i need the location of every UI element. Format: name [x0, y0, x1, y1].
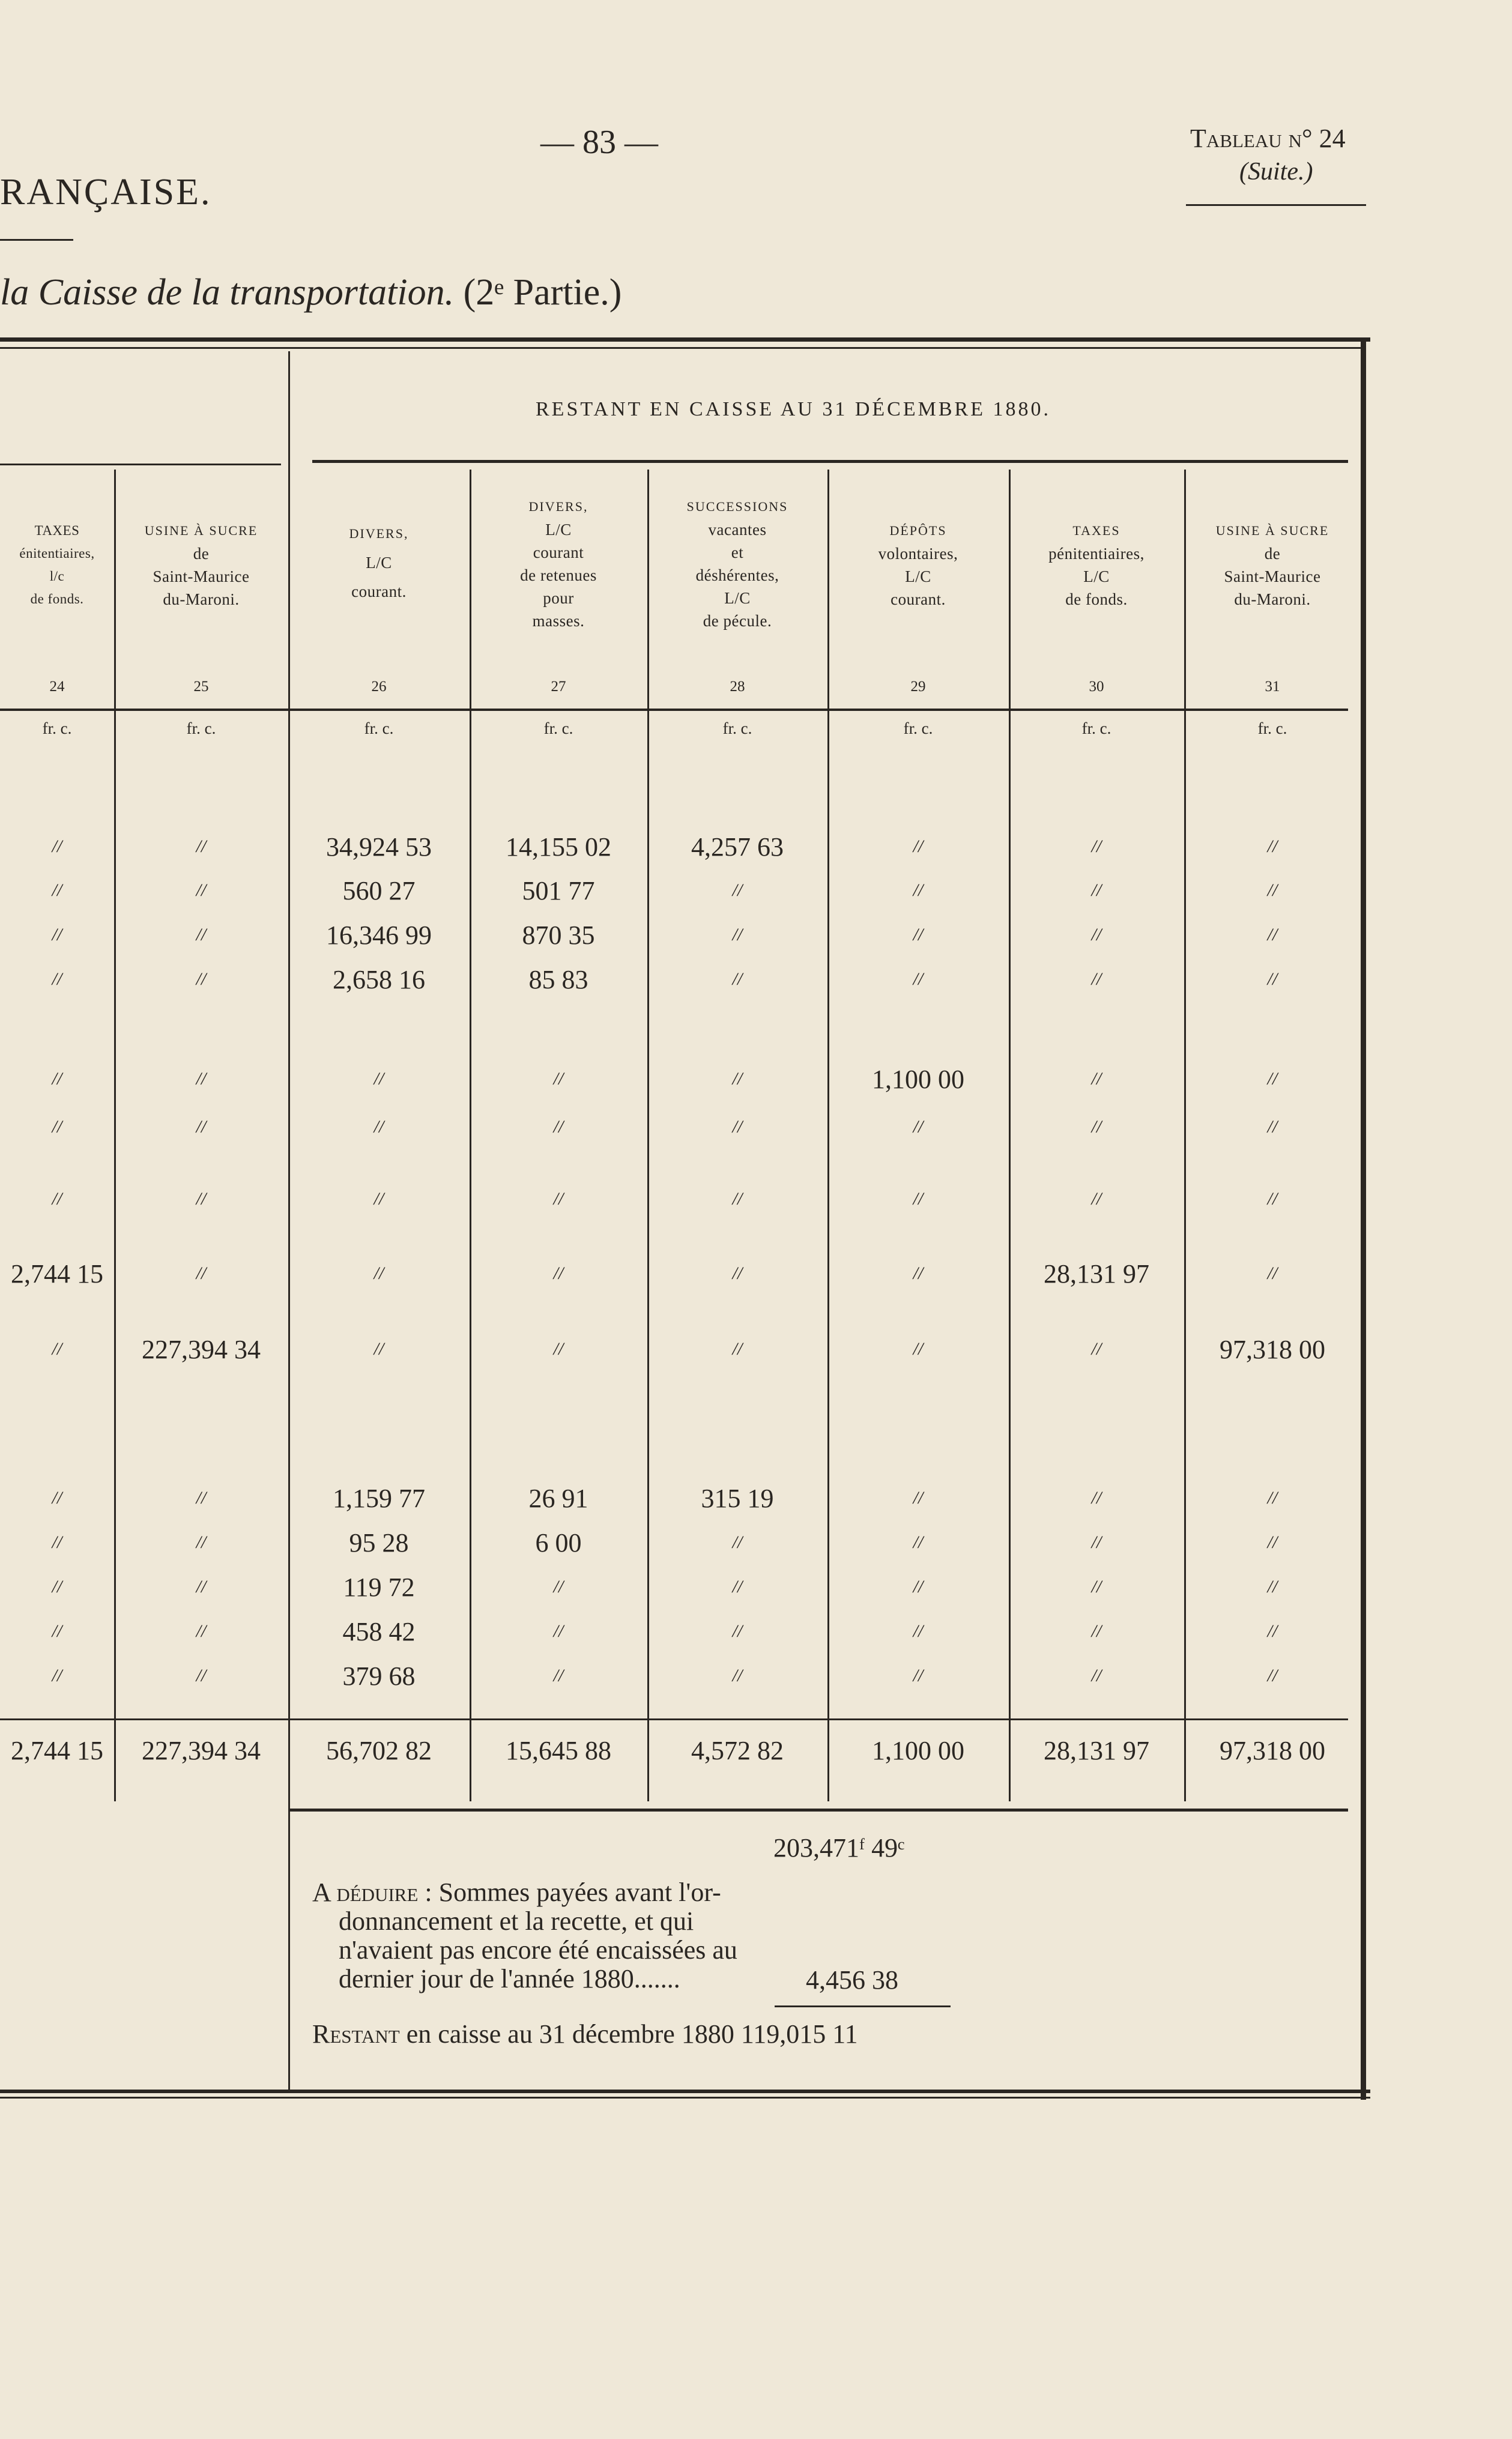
unit-label: fr. c.	[903, 719, 933, 737]
table-cell: //	[196, 1189, 207, 1209]
col-number: 31	[1265, 679, 1280, 695]
table-bottom-border	[0, 2090, 1370, 2093]
table-right-border	[1361, 337, 1366, 2100]
deduct-text: : Sommes payées avant l'or-	[425, 1878, 721, 1907]
col-number: 26	[371, 679, 387, 695]
col-divider-section	[288, 351, 290, 2090]
table-cell: //	[1267, 1117, 1278, 1137]
table-cell: //	[913, 1189, 924, 1209]
table-cell: 2,744 15	[11, 1259, 103, 1289]
table-cell: //	[553, 1339, 564, 1359]
table-cell: //	[1091, 1666, 1102, 1685]
table-cell: //	[732, 1069, 743, 1089]
table-cell: //	[52, 969, 62, 989]
table-cell: //	[732, 1621, 743, 1641]
header-line: déshérentes,	[695, 566, 779, 584]
table-cell: //	[913, 1532, 924, 1552]
header-line: TAXES	[34, 523, 80, 538]
table-cell: //	[196, 1117, 207, 1137]
table-cell: //	[196, 1532, 207, 1552]
header-line: pénitentiaires,	[1048, 545, 1145, 563]
total-cell: 1,100 00	[872, 1736, 964, 1765]
table-cell: //	[1267, 969, 1278, 989]
col-header-28	[647, 495, 827, 632]
table-cell: //	[1091, 836, 1102, 856]
col-header-26	[288, 519, 470, 606]
table-cell: //	[1267, 1488, 1278, 1508]
table-cell: //	[52, 1339, 62, 1359]
header-line: l/c	[49, 569, 65, 584]
table-cell: //	[913, 969, 924, 989]
total-cell: 97,318 00	[1220, 1736, 1325, 1765]
header-line: USINE À SUCRE	[1215, 523, 1329, 538]
table-cell: //	[553, 1189, 564, 1209]
deduct-line: n'avaient pas encore été encaissées au	[339, 1935, 737, 1965]
table-cell: //	[1091, 1339, 1102, 1359]
unit-label: fr. c.	[1081, 719, 1111, 737]
total-cell: 2,744 15	[11, 1736, 103, 1765]
running-head-rule	[0, 239, 73, 241]
table-cell: //	[553, 1117, 564, 1137]
page-subtitle	[0, 271, 621, 314]
table-cell: //	[196, 925, 207, 944]
table-cell: 458 42	[342, 1617, 416, 1646]
table-cell: 95 28	[349, 1528, 409, 1558]
table-cell: 1,100 00	[872, 1065, 964, 1094]
table-cell: //	[1091, 1117, 1102, 1137]
table-cell: 870 35	[522, 920, 595, 950]
col-header-31	[1184, 519, 1361, 611]
header-line: de fonds.	[30, 591, 84, 606]
header-line: Saint-Maurice	[1224, 567, 1321, 585]
deduct-label: A déduire	[312, 1878, 419, 1907]
table-cell: //	[196, 836, 207, 856]
table-cell: //	[52, 1488, 62, 1508]
deduct-rule	[775, 2005, 951, 2007]
unit-label: fr. c.	[42, 719, 72, 737]
header-line: de fonds.	[1065, 590, 1128, 608]
deduct-note	[312, 1878, 737, 1993]
table-cell: //	[52, 1069, 62, 1089]
table-cell: //	[732, 1263, 743, 1283]
table-cell: //	[1091, 1532, 1102, 1552]
table-cell: //	[913, 836, 924, 856]
table-cell: //	[1091, 1189, 1102, 1209]
remaining-label: Restant	[312, 2019, 400, 2049]
table-cell: 26 91	[528, 1484, 588, 1513]
header-line: de	[1264, 545, 1281, 563]
table-cell: 315 19	[701, 1484, 774, 1513]
table-cell: 227,394 34	[142, 1335, 261, 1364]
table-cell: //	[732, 925, 743, 944]
table-bottom-border-thin	[0, 2097, 1370, 2099]
total-cell: 15,645 88	[506, 1736, 611, 1765]
table-cell: 28,131 97	[1044, 1259, 1149, 1289]
table-cell: //	[1267, 1532, 1278, 1552]
header-rule-right	[312, 460, 1348, 463]
header-line: courant.	[351, 582, 407, 600]
table-cell: //	[196, 1488, 207, 1508]
table-cell: //	[52, 880, 62, 900]
col-number: 27	[551, 679, 566, 695]
table-cell: //	[1267, 880, 1278, 900]
table-cell: //	[913, 1117, 924, 1137]
table-cell: //	[1091, 1488, 1102, 1508]
header-line: du-Maroni.	[1234, 590, 1311, 608]
table-cell: //	[913, 1577, 924, 1597]
table-cell: //	[196, 969, 207, 989]
header-line: TAXES	[1072, 523, 1120, 538]
tableau-suite: (Suite.)	[1239, 158, 1313, 186]
totals-rule	[0, 1718, 1348, 1720]
table-cell: //	[732, 1577, 743, 1597]
header-line: du-Maroni.	[163, 590, 240, 608]
deduct-line: donnancement et la recette, et qui	[339, 1906, 694, 1936]
table-cell: //	[1267, 1621, 1278, 1641]
table-cell: //	[732, 880, 743, 900]
table-cell: //	[732, 1666, 743, 1685]
deduct-line	[312, 1878, 737, 1907]
table-cell: //	[373, 1263, 384, 1283]
table-cell: //	[732, 1532, 743, 1552]
header-line: DIVERS,	[349, 526, 409, 541]
table-cell: //	[1267, 1263, 1278, 1283]
table-cell: //	[1091, 1621, 1102, 1641]
header-line: énitentiaires,	[19, 546, 95, 561]
totals-bottom-rule	[288, 1809, 1348, 1812]
table-cell: //	[52, 1189, 62, 1209]
header-line: SUCCESSIONS	[686, 499, 788, 514]
running-head: RANÇAISE.	[0, 172, 212, 213]
table-cell: //	[1267, 836, 1278, 856]
table-cell: 560 27	[342, 876, 416, 905]
table-cell: //	[913, 1666, 924, 1685]
unit-label: fr. c.	[1257, 719, 1287, 737]
header-line: de retenues	[520, 566, 597, 584]
table-cell: //	[52, 1666, 62, 1685]
subtitle-italic: la Caisse de la transportation.	[0, 272, 455, 313]
table-cell: //	[373, 1117, 384, 1137]
table-cell: //	[196, 1621, 207, 1641]
table-cell: 34,924 53	[326, 832, 432, 862]
table-cell: //	[1091, 925, 1102, 944]
col-header-24	[0, 519, 114, 611]
table-cell: //	[553, 1666, 564, 1685]
table-cell: //	[913, 1339, 924, 1359]
remaining-line	[312, 2019, 858, 2049]
unit-label: fr. c.	[543, 719, 573, 737]
header-line: L/C	[905, 567, 931, 585]
table-cell: //	[52, 1532, 62, 1552]
table-cell: //	[373, 1189, 384, 1209]
header-line: L/C	[724, 589, 751, 607]
table-cell: //	[553, 1577, 564, 1597]
table-cell: //	[913, 1488, 924, 1508]
table-cell: //	[732, 1117, 743, 1137]
header-line: et	[731, 543, 744, 561]
header-rule-left	[0, 464, 281, 465]
unit-rule	[0, 709, 1348, 711]
table-cell: //	[52, 925, 62, 944]
table-cell: //	[732, 1189, 743, 1209]
table-cell: 1,159 77	[333, 1484, 425, 1513]
tableau-label: Tableau n° 24	[1190, 124, 1346, 153]
table-cell: //	[1091, 880, 1102, 900]
table-cell: //	[196, 1666, 207, 1685]
header-line: L/C	[366, 554, 392, 572]
table-top-border-thin	[0, 347, 1364, 349]
header-line: de	[193, 545, 210, 563]
col-number: 25	[193, 679, 209, 695]
col-header-29	[827, 519, 1009, 611]
remaining-text: en caisse au 31 décembre 1880	[406, 2019, 734, 2049]
subtitle-part: (2ᵉ Partie.)	[463, 272, 622, 313]
table-cell: //	[52, 1621, 62, 1641]
table-cell: //	[1091, 969, 1102, 989]
deduct-line: dernier jour de l'année 1880.......	[339, 1964, 680, 1993]
header-line: L/C	[1083, 567, 1110, 585]
table-cell: //	[732, 1339, 743, 1359]
table-cell: //	[196, 1263, 207, 1283]
table-cell: //	[1091, 1577, 1102, 1597]
header-line: Saint-Maurice	[153, 567, 250, 585]
table-cell: //	[373, 1069, 384, 1089]
table-cell: //	[52, 836, 62, 856]
header-line: masses.	[532, 612, 585, 630]
table-cell: //	[373, 1339, 384, 1359]
unit-label: fr. c.	[364, 719, 394, 737]
header-line: vacantes	[708, 521, 767, 539]
table-cell: 14,155 02	[506, 832, 611, 862]
tableau-rule	[1186, 204, 1366, 206]
header-line: pour	[543, 589, 574, 607]
grand-total: 203,471ᶠ 49ᶜ	[773, 1833, 905, 1863]
table-cell: 379 68	[342, 1661, 416, 1691]
total-cell: 28,131 97	[1044, 1736, 1149, 1765]
table-cell: //	[1267, 925, 1278, 944]
table-cell: //	[196, 1069, 207, 1089]
table-cell: //	[1267, 1577, 1278, 1597]
header-line: L/C	[545, 521, 572, 539]
table-cell: 16,346 99	[326, 920, 432, 950]
table-cell: //	[553, 1263, 564, 1283]
col-number: 30	[1089, 679, 1104, 695]
deduct-amount: 4,456 38	[806, 1965, 898, 1995]
page-number: — 83 —	[540, 124, 658, 161]
remaining-amount: 119,015 11	[740, 2019, 858, 2049]
table-cell: 501 77	[522, 876, 595, 905]
total-cell: 4,572 82	[691, 1736, 784, 1765]
col-number: 28	[730, 679, 745, 695]
table-cell: 85 83	[528, 965, 588, 994]
table-cell: //	[732, 969, 743, 989]
col-header-30	[1009, 519, 1184, 611]
table-top-border	[0, 337, 1370, 342]
table-cell: //	[1267, 1666, 1278, 1685]
table-cell: //	[196, 1577, 207, 1597]
header-line: courant	[533, 543, 584, 561]
table-cell: 4,257 63	[691, 832, 784, 862]
table-cell: //	[913, 1263, 924, 1283]
unit-label: fr. c.	[722, 719, 752, 737]
header-line: courant.	[891, 590, 946, 608]
table-cell: //	[196, 880, 207, 900]
col-number: 24	[49, 679, 65, 695]
table-cell: 119 72	[343, 1573, 415, 1602]
unit-label: fr. c.	[186, 719, 216, 737]
col-header-27	[470, 495, 647, 632]
table-cell: //	[52, 1577, 62, 1597]
header-line: de pécule.	[703, 612, 772, 630]
col-number: 29	[910, 679, 926, 695]
table-cell: 97,318 00	[1220, 1335, 1325, 1364]
header-line: DÉPÔTS	[889, 523, 947, 538]
total-cell: 227,394 34	[142, 1736, 261, 1765]
col-header-25	[114, 519, 288, 611]
header-line: DIVERS,	[528, 499, 588, 514]
table-cell: //	[913, 925, 924, 944]
total-cell: 56,702 82	[326, 1736, 432, 1765]
section-header: RESTANT EN CAISSE AU 31 DÉCEMBRE 1880.	[536, 398, 1051, 420]
table-cell: //	[1091, 1069, 1102, 1089]
table-cell: //	[1267, 1069, 1278, 1089]
table-cell: //	[913, 1621, 924, 1641]
table-cell: //	[553, 1069, 564, 1089]
table-cell: 2,658 16	[333, 965, 425, 994]
table-cell: //	[1267, 1189, 1278, 1209]
header-line: volontaires,	[878, 545, 958, 563]
table-cell: //	[553, 1621, 564, 1641]
table-cell: //	[52, 1117, 62, 1137]
header-line: USINE À SUCRE	[144, 523, 258, 538]
table-cell: //	[913, 880, 924, 900]
table-cell: 6 00	[535, 1528, 582, 1558]
